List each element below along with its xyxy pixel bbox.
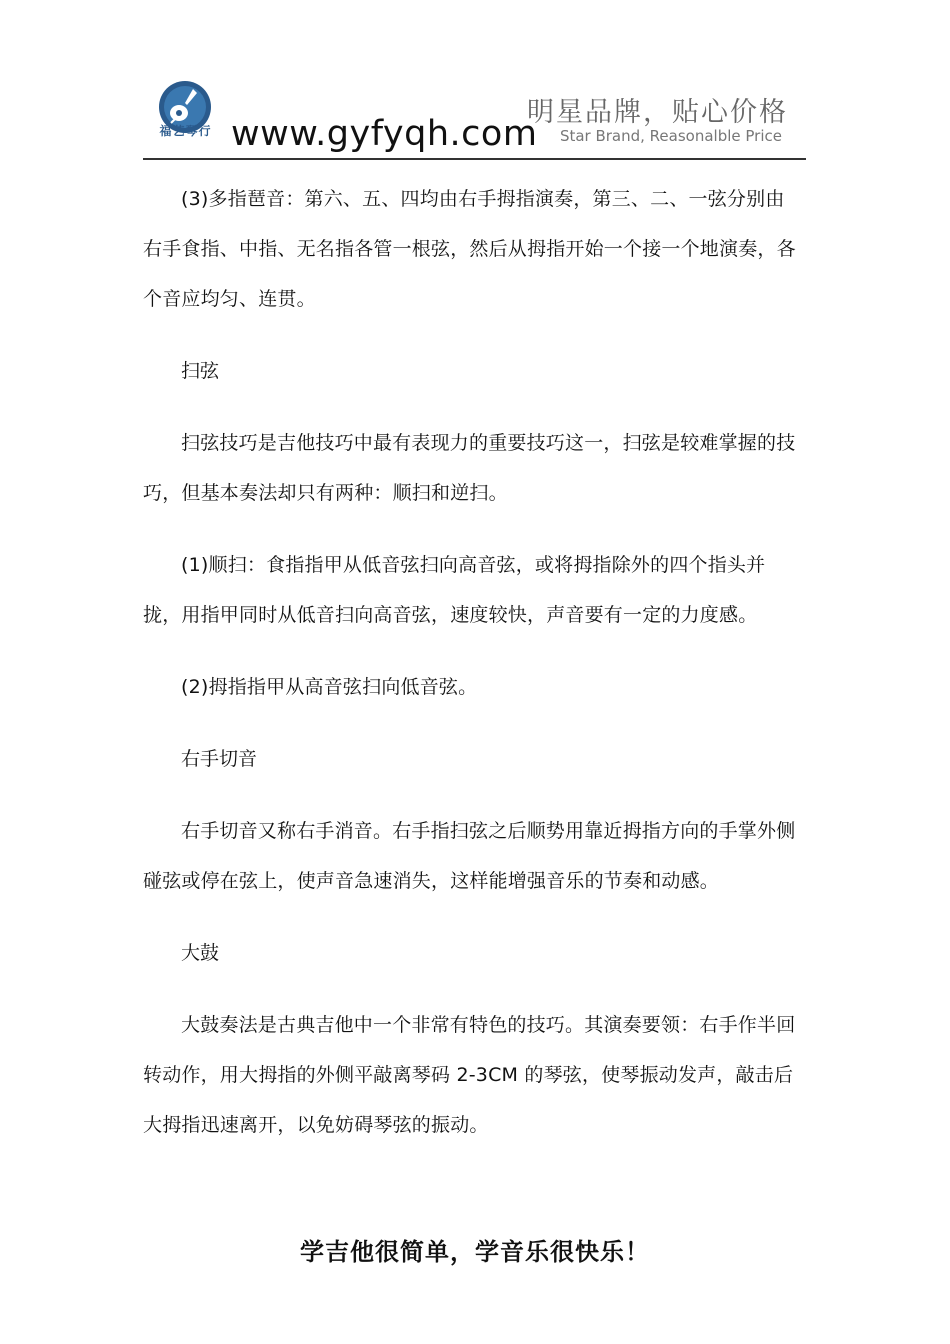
heading-right-hand-mute: 右手切音	[181, 748, 258, 770]
heading-strumming: 扫弦	[181, 360, 220, 382]
footer-slogan: 学吉他很简单，学音乐很快乐！	[300, 1237, 650, 1266]
header-divider	[143, 158, 806, 160]
paragraph-tambora: 大鼓奏法是古典吉他中一个非常有特色的技巧。其演奏要领：右手作半回转动作，用大拇指的外侧平敲离琴码 2-3CM 的琴弦，使琴振动发声，敲击后大拇指迅速离开，以免妨碍琴弦的振动。	[143, 1014, 796, 1136]
paragraph-multi-finger-arpeggio: (3)多指琶音：第六、五、四均由右手拇指演奏，第三、二、一弦分别由右手食指、中指、无名指各管一根弦，然后从拇指开始一个接一个地演奏，各个音应均匀、连贯。	[143, 188, 796, 310]
paragraph-down-strum: (1)顺扫：食指指甲从低音弦扫向高音弦，或将拇指除外的四个指头并拢，用指甲同时从低音扫向高音弦，速度较快，声音要有一定的力度感。	[143, 554, 766, 626]
paragraph-strumming-intro: 扫弦技巧是吉他技巧中最有表现力的重要技巧这一，扫弦是较难掌握的技巧，但基本奏法却只有两种：顺扫和逆扫。	[143, 432, 796, 504]
heading-tambora: 大鼓	[181, 942, 220, 964]
paragraph-right-hand-mute: 右手切音又称右手消音。右手指扫弦之后顺势用靠近拇指方向的手掌外侧碰弦或停在弦上，使声音急速消失，这样能增强音乐的节奏和动感。	[143, 820, 796, 892]
logo-text: 福艺琴行	[159, 124, 212, 138]
article-body	[143, 174, 803, 1172]
slogan-english: Star Brand, Reasonalble Price	[559, 127, 782, 145]
slogan-chinese: 明星品牌，贴心价格	[527, 97, 788, 128]
page-header	[143, 68, 806, 160]
site-url[interactable]: www.gyfyqh.com	[231, 114, 538, 154]
paragraph-up-strum: (2)拇指指甲从高音弦扫向低音弦。	[181, 676, 478, 698]
